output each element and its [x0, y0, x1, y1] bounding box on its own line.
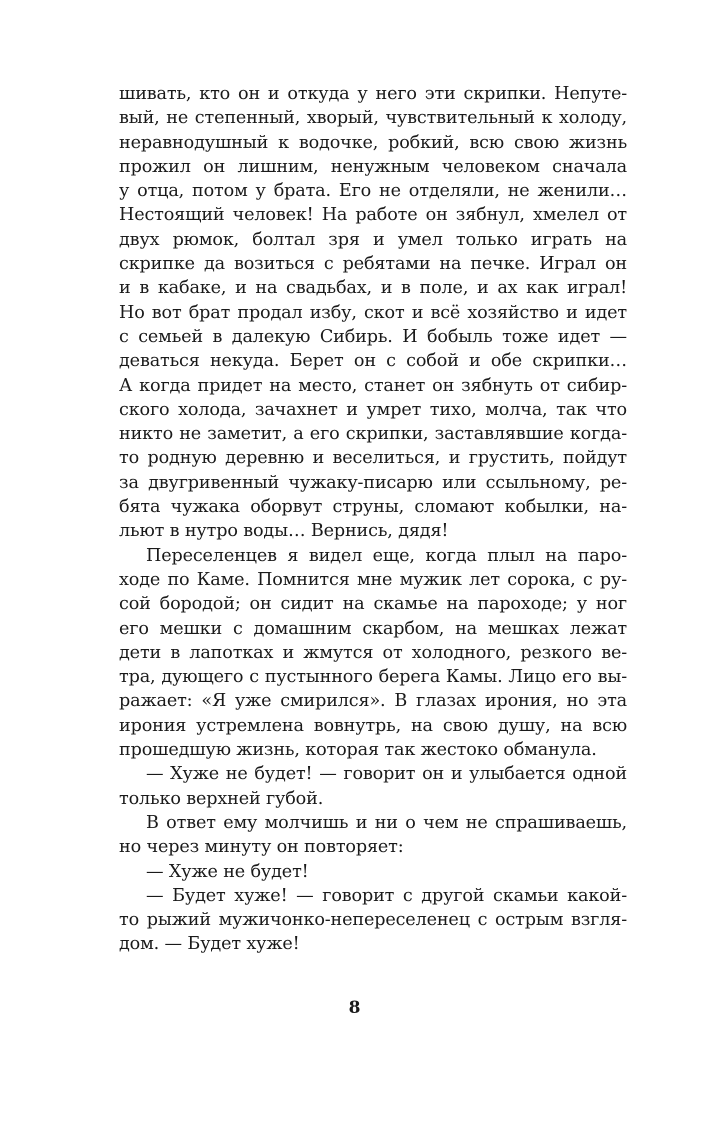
text-line: и в кабаке, и на свадьбах, и в поле, и ах как играл!: [119, 278, 627, 299]
text-line: тра, дующего с пустынного берега Камы. Лицо его вы-: [119, 667, 627, 688]
text-line: — Будет хуже! — говорит с другой скамьи какой-: [146, 885, 627, 906]
text-line: прожил он лишним, ненужным человеком сначала: [119, 156, 627, 177]
text-line: его мешки с домашним скарбом, на мешках лежат: [119, 618, 627, 639]
text-line: у отца, потом у брата. Его не отделяли, не женили…: [119, 181, 627, 202]
text-line: за двугривенный чужаку-писарю или ссыльному, ре-: [119, 472, 627, 493]
text-line: то рыжий мужичонко-непереселенец с острым взгля-: [119, 910, 627, 931]
text-line: вый, не степенный, хворый, чувствительный к холоду,: [119, 108, 627, 129]
text-line: Переселенцев я видел еще, когда плыл на паро-: [146, 545, 627, 566]
text-line: бята чужака оборвут струны, сломают кобылки, на-: [119, 497, 627, 518]
text-line: ирония устремлена вовнутрь, на свою душу, на всю: [119, 715, 627, 736]
text-line: сой бородой; он сидит на скамье на пароходе; у ног: [119, 594, 627, 615]
text-line: с семьей в далекую Сибирь. И бобыль тоже идет —: [119, 326, 627, 347]
page-number: 8: [348, 998, 361, 1018]
body-text: [119, 82, 627, 957]
text-line: только верхней губой.: [119, 788, 324, 809]
text-line: В ответ ему молчишь и ни о чем не спрашиваешь,: [146, 812, 627, 833]
text-line: ского холода, зачахнет и умрет тихо, молча, так что: [119, 399, 627, 420]
text-line: ходе по Каме. Помнится мне мужик лет сорока, с ру-: [119, 569, 627, 590]
text-line: то родную деревню и веселиться, и грустить, пойдут: [119, 448, 627, 469]
text-line: дети в лапотках и жмутся от холодного, резкого ве-: [119, 642, 627, 663]
text-line: неравнодушный к водочке, робкий, всю свою жизнь: [119, 132, 627, 153]
text-line: двух рюмок, болтал зря и умел только играть на: [119, 229, 627, 250]
text-line: деваться некуда. Берет он с собой и обе скрипки…: [119, 351, 627, 372]
text-line: шивать, кто он и откуда у него эти скрипки. Непуте-: [119, 84, 627, 104]
text-line: Но вот брат продал избу, скот и всё хозяйство и идет: [119, 302, 627, 323]
text-line: ражает: «Я уже смирился». В глазах ирония, но эта: [119, 691, 627, 712]
text-line: Нестоящий человек! На работе он зябнул, хмелел от: [119, 205, 627, 226]
text-line: А когда придет на место, станет он зябнуть от сибир-: [119, 375, 627, 396]
text-line: прошедшую жизнь, которая так жестоко обманула.: [119, 740, 597, 761]
text-line: но через минуту он повторяет:: [119, 837, 404, 858]
text-line: никто не заметит, а его скрипки, заставлявшие когда-: [119, 424, 627, 445]
text-line: дом. — Будет хуже!: [119, 934, 300, 955]
text-line: скрипке да возиться с ребятами на печке. Играл он: [119, 254, 627, 275]
text-line: — Хуже не будет!: [146, 861, 309, 882]
text-line: — Хуже не будет! — говорит он и улыбается одной: [146, 764, 627, 785]
text-line: льют в нутро воды… Вернись, дядя!: [119, 521, 449, 542]
